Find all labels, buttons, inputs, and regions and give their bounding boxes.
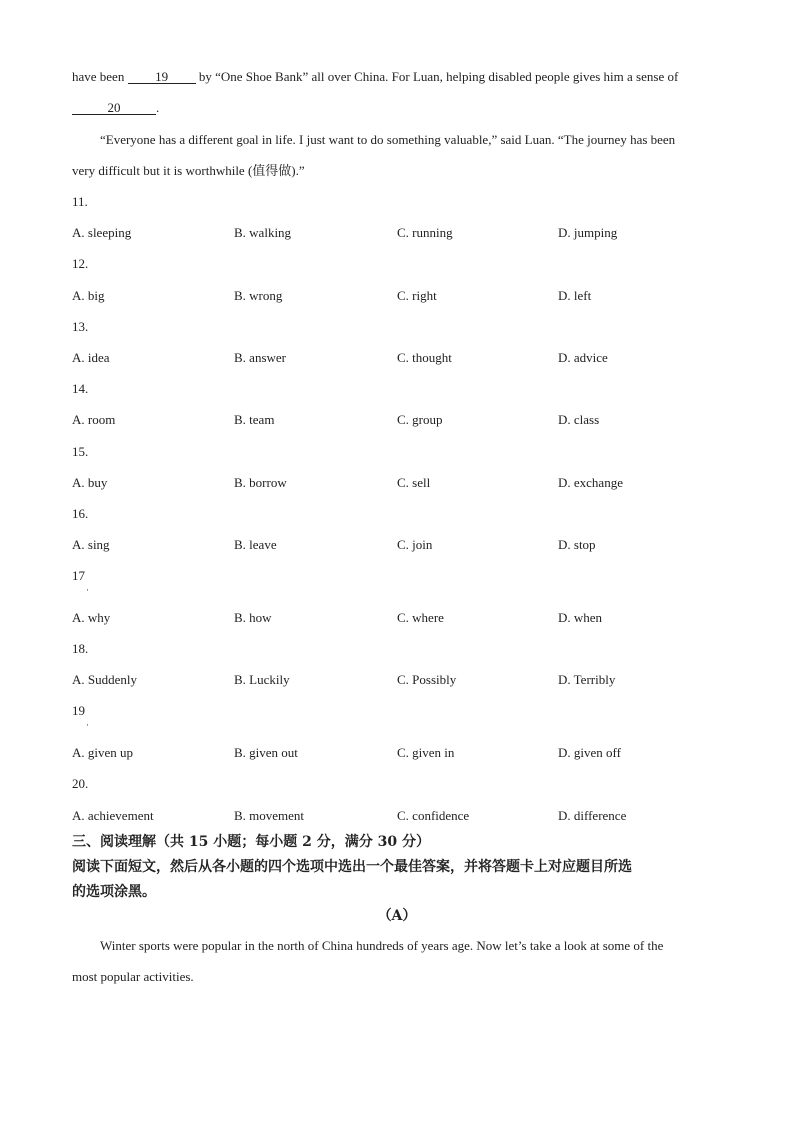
option-b: B. team [234,412,275,427]
question-number: 13. [72,319,89,334]
option-d: D. exchange [558,475,623,490]
option-a: A. sleeping [72,225,132,240]
section-instruction-line-2: 的选项涂黑。 [72,884,156,900]
option-a: A. room [72,412,116,427]
option-c: C. running [397,225,453,240]
option-b: B. given out [234,745,298,760]
option-b: B. movement [234,808,305,823]
option-c: C. right [397,288,437,303]
option-d: D. class [558,412,600,427]
option-b: B. answer [234,350,286,365]
passage-text: . [156,100,160,115]
option-a: A. given up [72,745,134,760]
question-number: 15. [72,444,89,459]
option-c: C. join [397,537,433,552]
option-d: D. difference [558,808,627,823]
question-number: 18. [72,641,89,656]
question-number: 11. [72,194,88,209]
option-d: D. jumping [558,225,618,240]
option-c: C. sell [397,475,431,490]
option-b: B. borrow [234,475,287,490]
option-b: B. walking [234,225,292,240]
option-a: A. Suddenly [72,672,137,687]
reading-line-2: most popular activities. [72,969,194,984]
passage-line-4: very difficult but it is worthwhile (值得做).” [72,163,305,178]
question-number: 16. [72,506,89,521]
option-a: A. achievement [72,808,154,823]
option-a: A. idea [72,350,110,365]
section-title: 三、阅读理解（共 15 小题；每小题 2 分，满分 30 分） [72,834,430,850]
passage-line-1 [72,69,678,85]
passage-line-3: “Everyone has a different goal in life. I just want to do something valuable,” said Luan. “The journey has been [100,132,676,147]
option-d: D. left [558,288,592,303]
reading-line-1: Winter sports were popular in the north of China hundreds of years age. Now let’s take a look at some of the [100,938,664,953]
option-b: B. leave [234,537,277,552]
option-d: D. stop [558,537,596,552]
part-heading: （A） [377,908,417,924]
question-dot: · [86,585,89,595]
option-c: C. thought [397,350,452,365]
section-instruction-line-1: 阅读下面短文，然后从各小题的四个选项中选出一个最佳答案，并将答题卡上对应题目所选 [72,859,632,875]
question-number: 17 [72,568,85,583]
blank-20: 20 [72,101,156,115]
option-b: B. Luckily [234,672,290,687]
question-number: 12. [72,256,89,271]
option-d: D. given off [558,745,621,760]
passage-text: by “One Shoe Bank” all over China. For Luan, helping disabled people gives him a sense of [198,69,679,84]
question-dot: · [86,720,89,730]
option-a: A. buy [72,475,108,490]
option-d: D. Terribly [558,672,616,687]
option-c: C. group [397,412,443,427]
question-number: 14. [72,381,89,396]
question-number: 19 [72,703,85,718]
option-c: C. Possibly [397,672,457,687]
option-c: C. confidence [397,808,470,823]
option-b: B. how [234,610,272,625]
passage-line-2 [72,100,159,116]
option-d: D. advice [558,350,608,365]
option-a: A. why [72,610,111,625]
option-a: A. sing [72,537,110,552]
option-c: C. given in [397,745,455,760]
option-a: A. big [72,288,105,303]
blank-19: 19 [128,70,196,84]
option-b: B. wrong [234,288,283,303]
passage-text: have been [72,69,125,84]
option-d: D. when [558,610,603,625]
question-number: 20. [72,776,89,791]
option-c: C. where [397,610,444,625]
